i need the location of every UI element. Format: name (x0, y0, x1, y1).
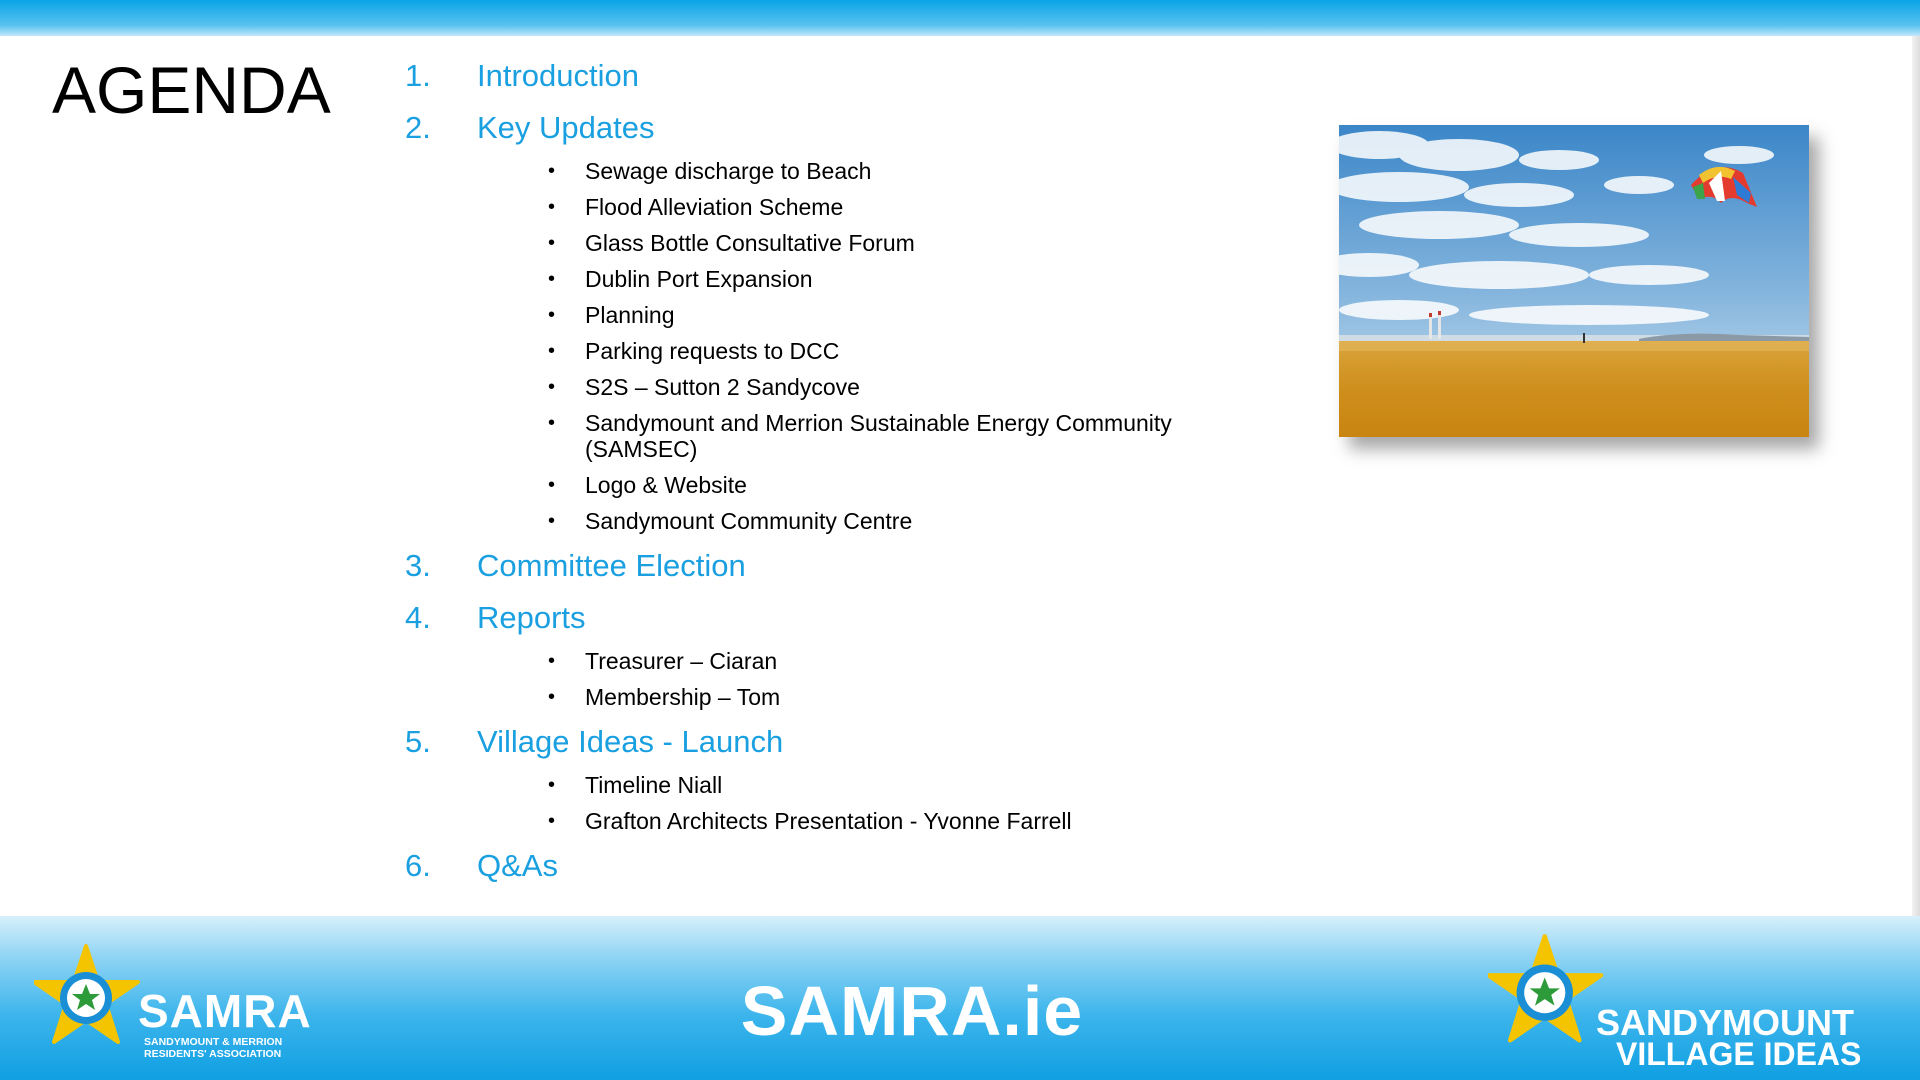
agenda-item-label: Village Ideas - Launch (477, 724, 784, 759)
agenda-subitem-list (402, 158, 1302, 534)
agenda-list (402, 54, 1302, 896)
agenda-subitem-list (402, 772, 1302, 834)
bullet-icon: • (548, 412, 556, 434)
agenda-item (402, 844, 1302, 896)
website-link[interactable]: SAMRA.ie (740, 972, 1084, 1050)
bullet-icon: • (548, 376, 556, 398)
agenda-item-label: Committee Election (477, 548, 746, 583)
agenda-subitem (402, 508, 1245, 534)
bullet-icon: • (548, 232, 556, 254)
agenda-subitem-text: Sandymount and Merrion Sustainable Energy Community (SAMSEC) (585, 410, 1172, 462)
footer-banner (0, 916, 1920, 1080)
bullet-icon: • (548, 650, 556, 672)
beach-kite-photo (1339, 125, 1809, 437)
bullet-icon: • (548, 510, 556, 532)
agenda-item-label: Introduction (477, 58, 639, 93)
agenda-item-number: 5. (405, 724, 431, 759)
agenda-subitem (402, 338, 1245, 364)
agenda-subitem-text: Planning (585, 302, 675, 328)
agenda-subitem-text: Sewage discharge to Beach (585, 158, 872, 184)
agenda-subitem-text: Dublin Port Expansion (585, 266, 813, 292)
village-ideas-logo-line1: SANDYMOUNT (1596, 1002, 1854, 1043)
agenda-subitem-text: Sandymount Community Centre (585, 508, 913, 534)
agenda-subitem (402, 808, 1245, 834)
slide-title: AGENDA (52, 53, 331, 127)
agenda-item (402, 54, 1302, 106)
agenda-subitem-text: Grafton Architects Presentation - Yvonne Farrell (585, 808, 1072, 834)
samra-logo-line2: RESIDENTS' ASSOCIATION (144, 1048, 282, 1060)
agenda-item (402, 720, 1302, 772)
agenda-subitem (402, 302, 1245, 328)
agenda-item (402, 596, 1302, 648)
agenda-subitem (402, 472, 1245, 498)
agenda-subitem (402, 684, 1245, 710)
samra-logo-name: SAMRA (138, 985, 312, 1037)
agenda-subitem (402, 230, 1245, 256)
agenda-item-number: 1. (405, 58, 431, 93)
bullet-icon: • (548, 686, 556, 708)
agenda-item-label: Key Updates (477, 110, 655, 145)
village-ideas-logo-line2: VILLAGE IDEAS (1616, 1036, 1862, 1072)
slide-right-edge (1912, 36, 1920, 916)
agenda-subitem (402, 374, 1245, 400)
agenda-subitem-list (402, 648, 1302, 710)
bullet-icon: • (548, 304, 556, 326)
bullet-icon: • (548, 774, 556, 796)
agenda-subitem (402, 266, 1245, 292)
agenda-subitem (402, 410, 1245, 462)
agenda-subitem (402, 158, 1245, 184)
village-ideas-logo[interactable] (1488, 932, 1888, 1072)
agenda-item-number: 2. (405, 110, 431, 145)
agenda-subitem (402, 648, 1245, 674)
agenda-item (402, 106, 1302, 158)
bullet-icon: • (548, 474, 556, 496)
bullet-icon: • (548, 810, 556, 832)
agenda-subitem-text: Treasurer – Ciaran (585, 648, 778, 674)
bullet-icon: • (548, 268, 556, 290)
agenda-item-number: 6. (405, 848, 431, 883)
agenda-subitem (402, 194, 1245, 220)
top-accent-bar (0, 0, 1920, 36)
agenda-item-label: Reports (477, 600, 586, 635)
agenda-subitem-text: Parking requests to DCC (585, 338, 840, 364)
star-icon (1488, 932, 1608, 1062)
bullet-icon: • (548, 196, 556, 218)
agenda-subitem-text: Timeline Niall (585, 772, 723, 798)
agenda-subitem-text: Membership – Tom (585, 684, 781, 710)
agenda-subitem (402, 772, 1245, 798)
agenda-subitem-text: Glass Bottle Consultative Forum (585, 230, 915, 256)
bullet-icon: • (548, 340, 556, 362)
agenda-item (402, 544, 1302, 596)
agenda-item-label: Q&As (477, 848, 558, 883)
agenda-item-number: 4. (405, 600, 431, 635)
agenda-item-number: 3. (405, 548, 431, 583)
samra-logo-line1: SANDYMOUNT & MERRION (144, 1036, 283, 1048)
agenda-subitem-text: S2S – Sutton 2 Sandycove (585, 374, 860, 400)
bullet-icon: • (548, 160, 556, 182)
agenda-subitem-text: Flood Alleviation Scheme (585, 194, 844, 220)
agenda-subitem-text: Logo & Website (585, 472, 747, 498)
